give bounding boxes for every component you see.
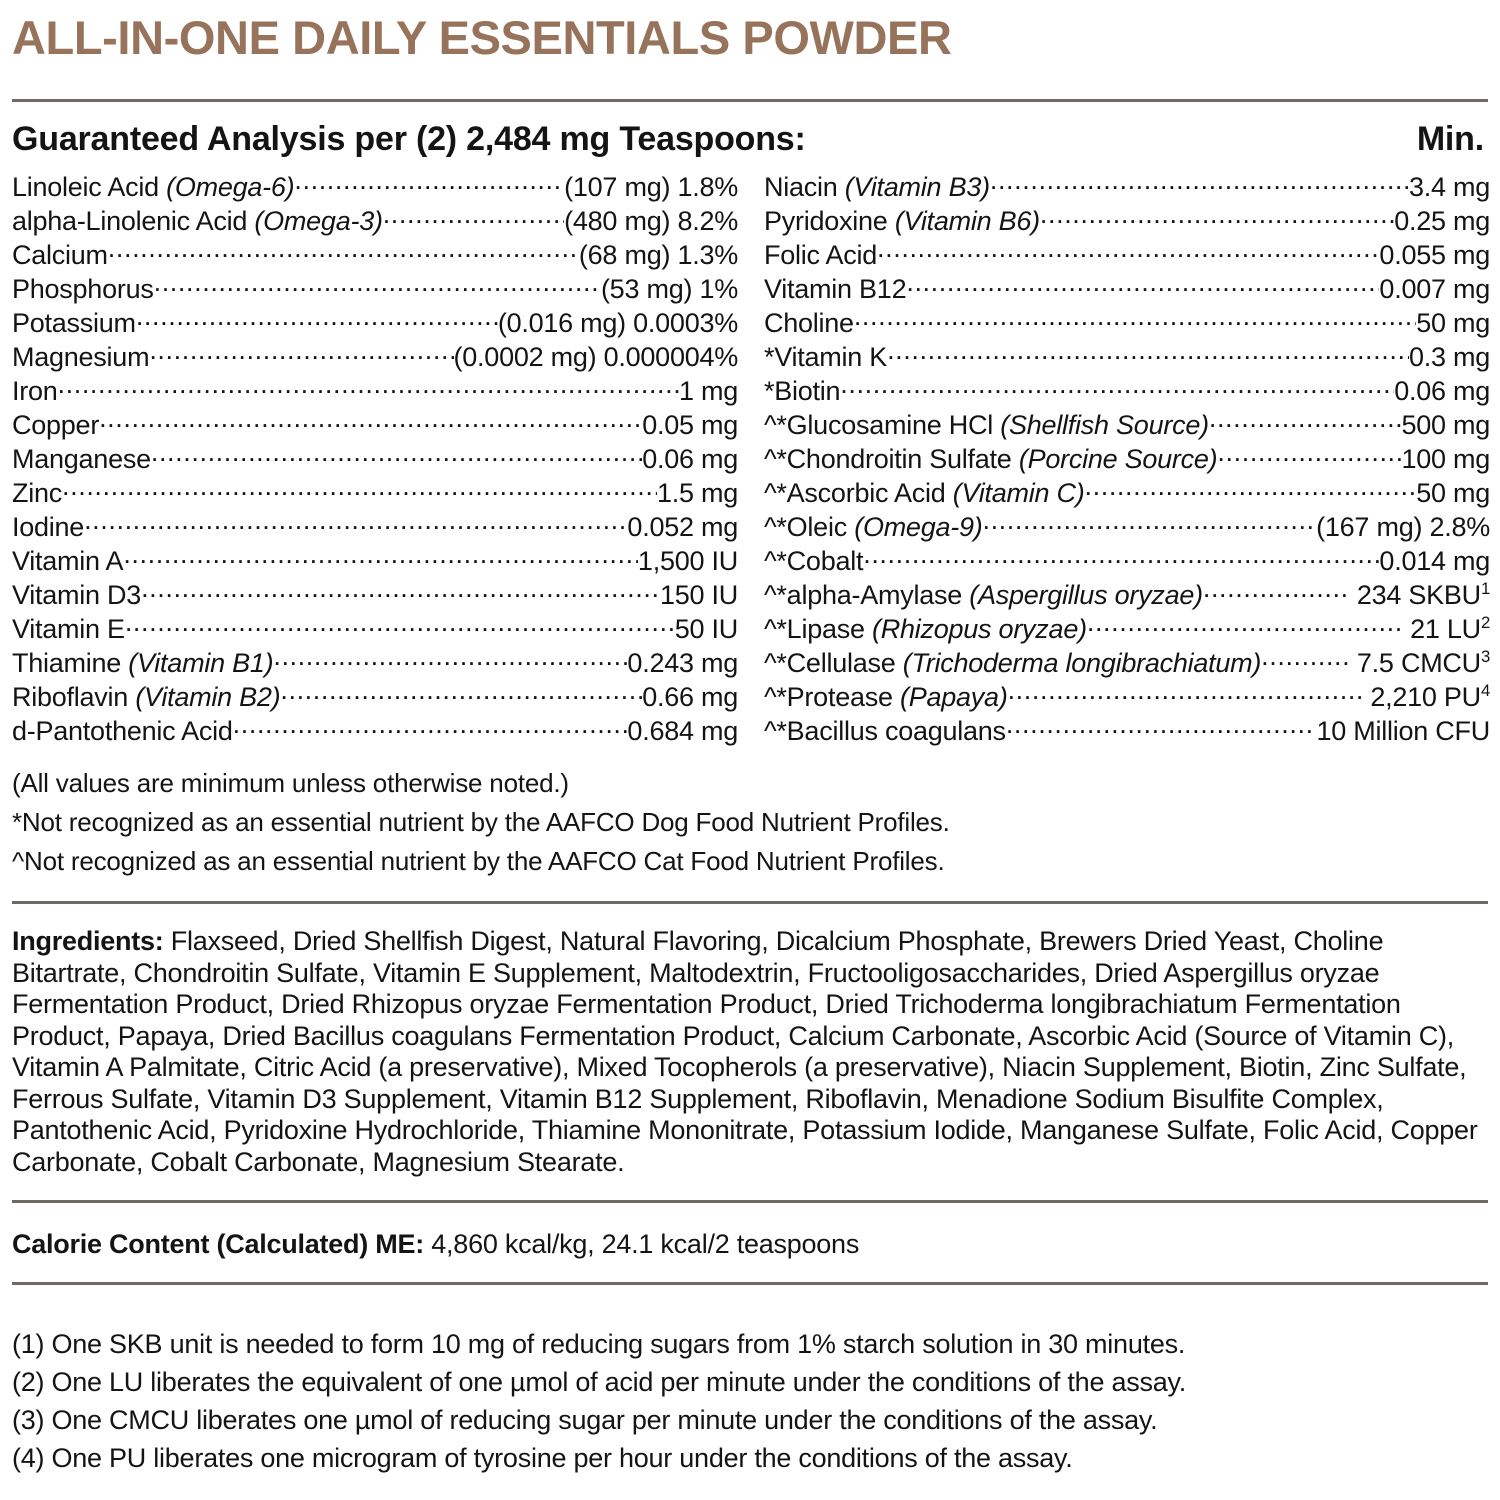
- analysis-nutrient-source: (Omega-9): [854, 512, 983, 542]
- analysis-nutrient-name: Vitamin D3: [12, 580, 142, 610]
- analysis-nutrient-source: (Rhizopus oryzae): [872, 614, 1087, 644]
- analysis-nutrient-name: ^*Cellulase (Trichoderma longibrachiatum): [764, 648, 1262, 678]
- analysis-row: [764, 611, 1490, 645]
- dot-leader: [1217, 441, 1401, 468]
- calorie-content-block: [12, 1229, 1488, 1260]
- analysis-nutrient-value: 0.66 mg: [642, 682, 738, 712]
- guaranteed-analysis-heading: Guaranteed Analysis per (2) 2,484 mg Teaspoons:: [12, 120, 806, 158]
- analysis-row: [764, 237, 1490, 271]
- dot-leader: [99, 407, 642, 434]
- dot-leader: [149, 339, 453, 366]
- analysis-nutrient-value: (68 mg) 1.3%: [578, 240, 738, 270]
- analysis-row: [764, 407, 1490, 441]
- dot-leader: [877, 237, 1379, 264]
- analysis-row: [764, 169, 1490, 203]
- analysis-notes: [12, 764, 1488, 881]
- analysis-nutrient-value: 0.007 mg: [1379, 274, 1490, 304]
- analysis-nutrient-name: Choline: [764, 308, 854, 338]
- analysis-row: [12, 611, 738, 645]
- analysis-note: *Not recognized as an essential nutrient by the AAFCO Dog Food Nutrient Profiles.: [12, 807, 950, 837]
- analysis-nutrient-value: 0.05 mg: [642, 410, 738, 440]
- dot-leader: [1261, 645, 1350, 672]
- analysis-nutrient-name: d-Pantothenic Acid: [12, 716, 233, 746]
- dot-leader: [151, 441, 642, 468]
- analysis-nutrient-name: ^*Bacillus coagulans: [764, 716, 1006, 746]
- analysis-nutrient-name: Manganese: [12, 444, 151, 474]
- footnote-ref: 3: [1480, 647, 1490, 666]
- dot-leader: [840, 373, 1394, 400]
- analysis-nutrient-name: Vitamin E: [12, 614, 125, 644]
- guaranteed-analysis-header: [12, 120, 1488, 159]
- analysis-nutrient-value: 7.5 CMCU$^3$: [1356, 647, 1490, 678]
- analysis-nutrient-source: (Vitamin B6): [894, 206, 1040, 236]
- analysis-nutrient-source: (Vitamin B1): [128, 648, 274, 678]
- analysis-row: [12, 713, 738, 747]
- dot-leader: [141, 577, 660, 604]
- analysis-nutrient-value: 0.055 mg: [1379, 240, 1490, 270]
- analysis-nutrient-name: Riboflavin (Vitamin B2): [12, 682, 281, 712]
- guaranteed-analysis-columns: [12, 169, 1488, 747]
- analysis-nutrient-name: ^*Ascorbic Acid (Vitamin C): [764, 478, 1085, 508]
- analysis-nutrient-name: Vitamin A: [12, 546, 124, 576]
- analysis-nutrient-source: (Porcine Source): [1018, 444, 1218, 474]
- dot-leader: [62, 475, 657, 502]
- dot-leader: [108, 237, 579, 264]
- analysis-row: [764, 509, 1490, 543]
- analysis-row: [12, 441, 738, 475]
- analysis-nutrient-value: 50 mg: [1416, 478, 1490, 508]
- analysis-nutrient-name: ^*alpha-Amylase (Aspergillus oryzae): [764, 580, 1203, 610]
- analysis-row: [12, 577, 738, 611]
- analysis-nutrient-name: Zinc: [12, 478, 63, 508]
- analysis-note: ^Not recognized as an essential nutrient by the AAFCO Cat Food Nutrient Profiles.: [12, 846, 945, 876]
- analysis-row: [764, 271, 1490, 305]
- analysis-nutrient-value: (0.0002 mg) 0.000004%: [453, 342, 738, 372]
- analysis-nutrient-value: 1.5 mg: [656, 478, 738, 508]
- analysis-row: [764, 203, 1490, 237]
- footnote-ref: 4: [1480, 681, 1490, 700]
- dot-leader: [233, 713, 628, 740]
- analysis-nutrient-value: (107 mg) 1.8%: [564, 172, 738, 202]
- analysis-left-column: [12, 169, 738, 747]
- analysis-nutrient-value: (480 mg) 8.2%: [564, 206, 738, 236]
- analysis-row: [764, 305, 1490, 339]
- dot-leader: [1008, 679, 1364, 706]
- analysis-nutrient-name: alpha-Linolenic Acid (Omega-3): [12, 206, 383, 236]
- analysis-nutrient-value: 1,500 IU: [637, 546, 738, 576]
- dot-leader: [294, 169, 564, 196]
- analysis-nutrient-name: ^*Cobalt: [764, 546, 864, 576]
- analysis-row: [764, 543, 1490, 577]
- analysis-row: [764, 373, 1490, 407]
- analysis-nutrient-value: 10 Million CFU: [1316, 716, 1490, 746]
- dot-leader: [1203, 577, 1350, 604]
- analysis-nutrient-name: Iron: [12, 376, 58, 406]
- dot-leader: [1040, 203, 1394, 230]
- ingredients-block: [12, 926, 1488, 1178]
- analysis-nutrient-value: 0.3 mg: [1408, 342, 1490, 372]
- analysis-nutrient-name: Vitamin B12: [764, 274, 907, 304]
- analysis-nutrient-name: Phosphorus: [12, 274, 154, 304]
- min-column-label: Min.: [1416, 120, 1484, 158]
- analysis-nutrient-value: 0.014 mg: [1379, 546, 1490, 576]
- analysis-row: [12, 645, 738, 679]
- analysis-row: [12, 203, 738, 237]
- analysis-nutrient-source: (Omega-3): [254, 206, 383, 236]
- analysis-nutrient-name: Copper: [12, 410, 100, 440]
- dot-leader: [280, 679, 642, 706]
- analysis-row: [764, 339, 1490, 373]
- dot-leader: [125, 611, 675, 638]
- analysis-nutrient-value: 50 mg: [1416, 308, 1490, 338]
- analysis-nutrient-name: ^*Glucosamine HCl (Shellfish Source): [764, 410, 1209, 440]
- dot-leader: [1006, 713, 1317, 740]
- analysis-nutrient-value: 0.06 mg: [642, 444, 738, 474]
- analysis-nutrient-source: (Omega-6): [166, 172, 295, 202]
- ingredients-text: Flaxseed, Dried Shellfish Digest, Natural Flavoring, Dicalcium Phosphate, Brewers Dried Yeast, Choline Bitartrate, Chondroitin Sulfate, Vitamin E Supplement, Maltodextrin, Fructooligosaccharides, Dried Aspergillus oryzae Fermentation Product, Dried Rhizopus oryzae Fermentation Product, Dried Trichoderma longibrachiatum Fermentation Product, Papaya, Dried Bacillus coagulans Fermentation Product, Calcium Carbonate, Ascorbic Acid (Source of Vitamin C), Vitamin A Palmitate, Citric Acid (a preservative), Mixed Tocopherols (a preservative), Niacin Supplement, Biotin, Zinc Sulfate, Ferrous Sulfate, Vitamin D3 Supplement, Vitamin B12 Supplement, Riboflavin, Menadione Sodium Bisulfite Complex, Pantothenic Acid, Pyridoxine Hydrochloride, Thiamine Mononitrate, Potassium Iodide, Manganese Sulfate, Folic Acid, Copper Carbonate, Cobalt Carbonate, Magnesium Stearate.: [12, 926, 1478, 1177]
- dot-leader: [982, 509, 1316, 536]
- analysis-right-column: [764, 169, 1490, 747]
- divider-above-ingredients: [12, 901, 1488, 904]
- dot-leader: [1209, 407, 1402, 434]
- analysis-note: (All values are minimum unless otherwise noted.): [12, 768, 569, 798]
- product-title: ALL-IN-ONE DAILY ESSENTIALS POWDER: [12, 11, 952, 64]
- analysis-row: [12, 679, 738, 713]
- dot-leader: [123, 543, 638, 570]
- footnote-ref: 2: [1480, 613, 1490, 632]
- numbered-footnotes: [12, 1325, 1488, 1477]
- dot-leader: [383, 203, 564, 230]
- analysis-row: [12, 509, 738, 543]
- analysis-nutrient-value: 0.06 mg: [1394, 376, 1490, 406]
- analysis-row: [764, 679, 1490, 713]
- dot-leader: [58, 373, 679, 400]
- analysis-nutrient-source: (Papaya): [900, 682, 1008, 712]
- dot-leader: [863, 543, 1379, 570]
- analysis-nutrient-name: *Biotin: [764, 376, 841, 406]
- divider-under-title: [12, 99, 1488, 102]
- dot-leader: [887, 339, 1409, 366]
- analysis-row: [764, 441, 1490, 475]
- analysis-row: [764, 577, 1490, 611]
- ingredients-label: Ingredients:: [12, 926, 164, 956]
- analysis-row: [764, 713, 1490, 747]
- analysis-nutrient-value: 0.052 mg: [627, 512, 738, 542]
- analysis-nutrient-name: Linoleic Acid (Omega-6): [12, 172, 295, 202]
- analysis-nutrient-value: 0.684 mg: [627, 716, 738, 746]
- analysis-nutrient-value: 500 mg: [1401, 410, 1490, 440]
- dot-leader: [854, 305, 1416, 332]
- analysis-nutrient-name: Thiamine (Vitamin B1): [12, 648, 274, 678]
- footnote-ref: 1: [1480, 579, 1490, 598]
- dot-leader: [154, 271, 601, 298]
- analysis-nutrient-source: (Vitamin B3): [844, 172, 990, 202]
- divider-above-footnotes: [12, 1282, 1488, 1285]
- analysis-nutrient-value: 1 mg: [678, 376, 738, 406]
- analysis-nutrient-value: (167 mg) 2.8%: [1316, 512, 1490, 542]
- analysis-row: [12, 475, 738, 509]
- analysis-row: [12, 339, 738, 373]
- analysis-nutrient-source: (Trichoderma longibrachiatum): [902, 648, 1262, 678]
- analysis-nutrient-value: 100 mg: [1401, 444, 1490, 474]
- analysis-nutrient-value: 0.243 mg: [627, 648, 738, 678]
- analysis-nutrient-name: Iodine: [12, 512, 85, 542]
- analysis-row: [12, 237, 738, 271]
- dot-leader: [84, 509, 627, 536]
- dot-leader: [906, 271, 1379, 298]
- analysis-row: [12, 271, 738, 305]
- dot-leader: [1087, 611, 1403, 638]
- footnote-item: (2) One LU liberates the equivalent of one µmol of acid per minute under the conditions of the assay.: [12, 1367, 1186, 1397]
- analysis-row: [764, 645, 1490, 679]
- analysis-nutrient-name: Potassium: [12, 308, 136, 338]
- dot-leader: [1085, 475, 1417, 502]
- footnote-item: (1) One SKB unit is needed to form 10 mg of reducing sugars from 1% starch solution in 30 minutes.: [12, 1329, 1186, 1359]
- analysis-row: [12, 169, 738, 203]
- analysis-nutrient-name: Calcium: [12, 240, 108, 270]
- analysis-nutrient-value: (0.016 mg) 0.0003%: [497, 308, 738, 338]
- analysis-row: [12, 543, 738, 577]
- analysis-row: [12, 305, 738, 339]
- analysis-nutrient-name: *Vitamin K: [764, 342, 888, 372]
- dot-leader: [990, 169, 1409, 196]
- analysis-nutrient-name: Niacin (Vitamin B3): [764, 172, 990, 202]
- footnote-item: (4) One PU liberates one microgram of tyrosine per hour under the conditions of the assay.: [12, 1443, 1073, 1473]
- analysis-nutrient-name: Magnesium: [12, 342, 150, 372]
- analysis-nutrient-value: 50 IU: [674, 614, 738, 644]
- dot-leader: [136, 305, 498, 332]
- analysis-nutrient-name: ^*Oleic (Omega-9): [764, 512, 983, 542]
- analysis-nutrient-value: (53 mg) 1%: [600, 274, 738, 304]
- calorie-content-label: Calorie Content (Calculated) ME:: [12, 1229, 425, 1259]
- dot-leader: [273, 645, 627, 672]
- analysis-nutrient-value: 0.25 mg: [1394, 206, 1490, 236]
- analysis-nutrient-name: Pyridoxine (Vitamin B6): [764, 206, 1040, 236]
- analysis-nutrient-value: 150 IU: [659, 580, 738, 610]
- analysis-row: [12, 407, 738, 441]
- analysis-nutrient-value: 234 SKBU$^1$: [1356, 579, 1490, 610]
- footnote-item: (3) One CMCU liberates one µmol of reducing sugar per minute under the conditions of the assay.: [12, 1405, 1158, 1435]
- analysis-row: [764, 475, 1490, 509]
- analysis-nutrient-name: ^*Protease (Papaya): [764, 682, 1008, 712]
- analysis-nutrient-name: ^*Chondroitin Sulfate (Porcine Source): [764, 444, 1218, 474]
- analysis-nutrient-value: 3.4 mg: [1408, 172, 1490, 202]
- divider-above-calorie: [12, 1200, 1488, 1203]
- analysis-nutrient-source: (Vitamin C): [952, 478, 1085, 508]
- analysis-nutrient-source: (Aspergillus oryzae): [969, 580, 1203, 610]
- analysis-nutrient-name: ^*Lipase (Rhizopus oryzae): [764, 614, 1087, 644]
- analysis-nutrient-value: 2,210 $PU^4$: [1370, 681, 1490, 712]
- analysis-nutrient-source: (Vitamin B2): [135, 682, 281, 712]
- analysis-row: [12, 373, 738, 407]
- analysis-nutrient-source: (Shellfish Source): [1000, 410, 1209, 440]
- calorie-content-value: 4,860 kcal/kg, 24.1 kcal/2 teaspoons: [424, 1229, 860, 1259]
- analysis-nutrient-value: 21 $LU^2$: [1410, 613, 1490, 644]
- analysis-nutrient-name: Folic Acid: [764, 240, 878, 270]
